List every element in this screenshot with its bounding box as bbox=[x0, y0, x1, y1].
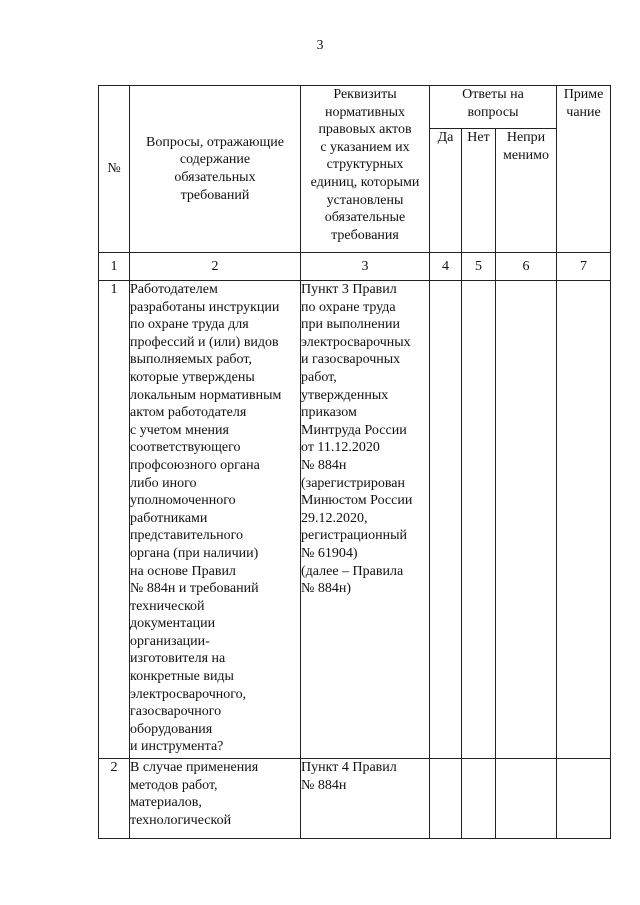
column-number-row bbox=[99, 253, 611, 281]
column-number: 4 bbox=[430, 253, 462, 281]
table-row bbox=[99, 759, 611, 839]
header-answers: Ответы на вопросы bbox=[430, 86, 557, 129]
header-requisites: Реквизиты нормативных правовых актов с указанием их структурных единиц, которыми установлены обязательные требования bbox=[301, 86, 430, 253]
row-question: В случае применения методов работ, материалов, технологической bbox=[130, 759, 301, 839]
checklist-table bbox=[98, 85, 611, 839]
answer-not-applicable-cell bbox=[496, 281, 557, 759]
header-questions: Вопросы, отражающие содержание обязательных требований bbox=[130, 86, 301, 253]
answer-no-cell bbox=[462, 759, 496, 839]
answer-not-applicable-cell bbox=[496, 759, 557, 839]
row-number: 2 bbox=[99, 759, 130, 839]
header-no-answer: Нет bbox=[462, 129, 496, 253]
column-number: 1 bbox=[99, 253, 130, 281]
row-number: 1 bbox=[99, 281, 130, 759]
answer-yes-cell bbox=[430, 281, 462, 759]
row-requisites: Пункт 3 Правил по охране труда при выполнении электросварочных и газосварочных работ, утвержденных приказом Минтруда России от 11.12.2020 № 884н (зарегистрирован Минюстом России 29.12.2020, регистрационный № 61904) (далее – Правила № 884н) bbox=[301, 281, 430, 759]
row-requisites: Пункт 4 Правил № 884н bbox=[301, 759, 430, 839]
column-number: 5 bbox=[462, 253, 496, 281]
column-number: 3 bbox=[301, 253, 430, 281]
table-row bbox=[99, 281, 611, 759]
row-question: Работодателем разработаны инструкции по охране труда для профессий и (или) видов выполняемых работ, которые утверждены локальным нормативным актом работодателя с учетом мнения соответствующего профсоюзного органа либо иного уполномоченного работниками представительного органа (при наличии) на основе Правил № 884н и требований технической документации организации- изготовителя на конкретные виды электросварочного, газосварочного оборудования и инструмента? bbox=[130, 281, 301, 759]
column-number: 6 bbox=[496, 253, 557, 281]
note-cell bbox=[557, 281, 611, 759]
answer-yes-cell bbox=[430, 759, 462, 839]
header-yes: Да bbox=[430, 129, 462, 253]
header-not-applicable: Непри менимо bbox=[496, 129, 557, 253]
column-number: 2 bbox=[130, 253, 301, 281]
page-number: 3 bbox=[316, 38, 324, 53]
answer-no-cell bbox=[462, 281, 496, 759]
header-row-top bbox=[99, 86, 611, 129]
header-no: № bbox=[99, 86, 130, 253]
note-cell bbox=[557, 759, 611, 839]
column-number: 7 bbox=[557, 253, 611, 281]
header-note: Приме чание bbox=[557, 86, 611, 253]
